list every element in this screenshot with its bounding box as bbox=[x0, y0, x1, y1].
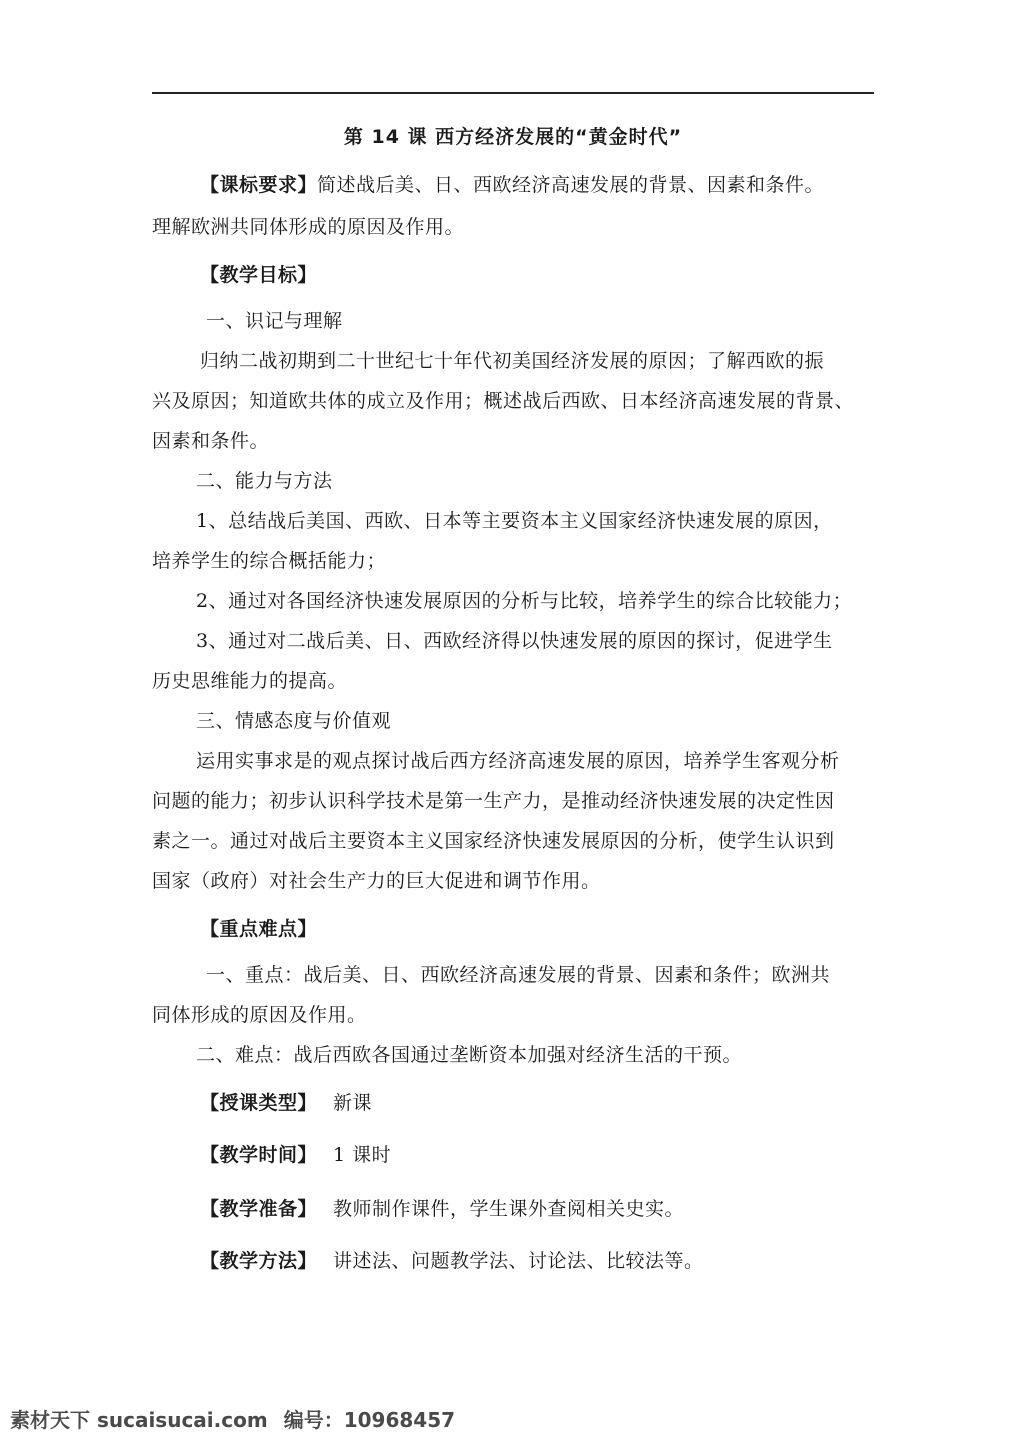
lesson-time-value: 1 课时 bbox=[333, 1144, 392, 1166]
section3-heading: 三、情感态度与价值观 bbox=[196, 710, 392, 732]
header-rule bbox=[152, 92, 874, 94]
section2-line-3: 2、通过对各国经济快速发展原因的分析与比较，培养学生的综合比较能力； bbox=[196, 590, 853, 612]
watermark-id-label: 编号： bbox=[283, 1408, 344, 1432]
methods-row bbox=[200, 1246, 704, 1273]
section2-line-1: 1、总结战后美国、西欧、日本等主要资本主义国家经济快速发展的原因， bbox=[196, 510, 833, 532]
section3-line-2: 问题的能力；初步认识科学技术是第一生产力，是推动经济快速发展的决定性因 bbox=[152, 790, 835, 812]
section2-line-2: 培养学生的综合概括能力； bbox=[152, 550, 387, 572]
lesson-time-row bbox=[200, 1140, 391, 1167]
section1-line-3: 因素和条件。 bbox=[152, 430, 270, 452]
lesson-time-label: 【教学时间】 bbox=[200, 1144, 318, 1166]
lesson-type-label: 【授课类型】 bbox=[200, 1092, 318, 1114]
section3-line-4: 国家（政府）对社会生产力的巨大促进和调节作用。 bbox=[152, 870, 601, 892]
curriculum-label: 【课标要求】 bbox=[200, 174, 318, 196]
curriculum-text-1: 简述战后美、日、西欧经济高速发展的背景、因素和条件。 bbox=[317, 174, 825, 196]
methods-value: 讲述法、问题教学法、讨论法、比较法等。 bbox=[333, 1250, 704, 1272]
section1-line-1: 归纳二战初期到二十世纪七十年代初美国经济发展的原因；了解西欧的振 bbox=[200, 350, 825, 372]
watermark-id-value: 10968457 bbox=[343, 1408, 456, 1432]
preparation-row bbox=[200, 1194, 684, 1221]
keypoints-line-3: 二、难点：战后西欧各国通过垄断资本加强对经济生活的干预。 bbox=[196, 1044, 743, 1066]
section1-heading: 一、识记与理解 bbox=[206, 310, 343, 332]
methods-label: 【教学方法】 bbox=[200, 1250, 318, 1272]
objectives-heading: 【教学目标】 bbox=[200, 264, 318, 286]
keypoints-heading: 【重点难点】 bbox=[200, 918, 318, 940]
lesson-type-value: 新课 bbox=[333, 1092, 373, 1114]
preparation-value: 教师制作课件，学生课外查阅相关史实。 bbox=[333, 1198, 685, 1220]
watermark-footer bbox=[10, 1404, 455, 1433]
section3-line-1: 运用实事求是的观点探讨战后西方经济高速发展的原因，培养学生客观分析 bbox=[196, 750, 840, 772]
section2-line-5: 历史思维能力的提高。 bbox=[152, 670, 348, 692]
keypoints-line-1: 一、重点：战后美、日、西欧经济高速发展的背景、因素和条件；欧洲共 bbox=[206, 964, 831, 986]
lesson-type-row bbox=[200, 1088, 372, 1115]
page-title: 第 14 课 西方经济发展的“黄金时代” bbox=[343, 126, 683, 148]
watermark-site: 素材天下 sucaisucai.com bbox=[10, 1408, 268, 1432]
keypoints-line-2: 同体形成的原因及作用。 bbox=[152, 1004, 367, 1026]
section2-heading: 二、能力与方法 bbox=[196, 470, 333, 492]
section1-line-2: 兴及原因；知道欧共体的成立及作用；概述战后西欧、日本经济高速发展的背景、 bbox=[152, 390, 855, 412]
preparation-label: 【教学准备】 bbox=[200, 1198, 318, 1220]
curriculum-line-1 bbox=[200, 170, 824, 197]
section3-line-3: 素之一。通过对战后主要资本主义国家经济快速发展原因的分析，使学生认识到 bbox=[152, 830, 835, 852]
section2-line-4: 3、通过对二战后美、日、西欧经济得以快速发展的原因的探讨，促进学生 bbox=[196, 630, 833, 652]
curriculum-line-2: 理解欧洲共同体形成的原因及作用。 bbox=[152, 216, 465, 238]
